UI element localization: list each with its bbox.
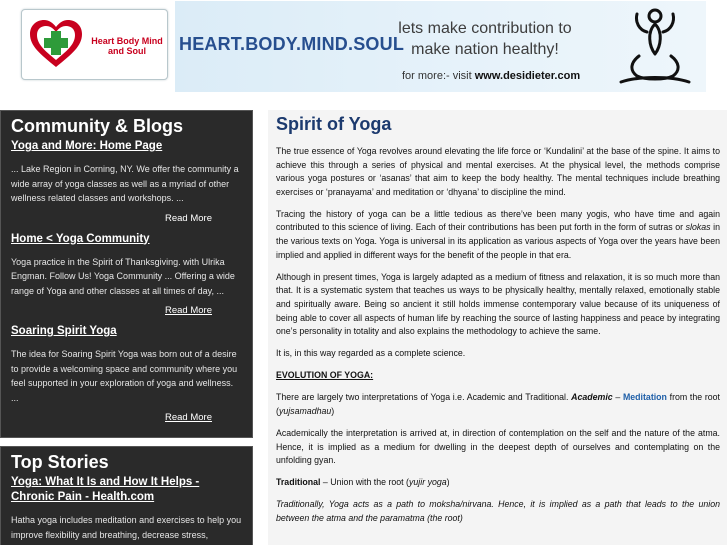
logo-text: Heart Body Mind and Soul [91, 36, 163, 56]
banner-site-link[interactable]: www.desidieter.com [474, 70, 581, 82]
community-item-title[interactable]: Soaring Spirit Yoga [11, 325, 117, 337]
text-run: There are largely two interpretations of Yoga i.e. Academic and Traditional. [276, 392, 572, 403]
community-item-desc: ... Lake Region in Corning, NY. We offer the community a wide array of yoga classes as well as a myriad of other wellness related classes and workshops. ... [11, 164, 239, 203]
text-run: – [612, 392, 623, 403]
text-run: from the root ( [276, 392, 720, 416]
story-item-desc: Hatha yoga includes meditation and exercises to help you improve flexibility and breathing, decrease stress, [11, 515, 242, 540]
article-paragraph [276, 391, 720, 418]
article-paragraph [276, 498, 720, 525]
story-item-title[interactable]: Yoga: What It Is and How It Helps - Chronic Pain - Health.com [11, 476, 200, 503]
banner-tagline [385, 18, 585, 60]
banner-tagline-line-2: make nation healthy! [411, 41, 559, 58]
emphasis-text: yujsamadhau [278, 406, 332, 416]
text-run: ) [446, 477, 450, 488]
community-item-desc: The idea for Soaring Spirit Yoga was born out of a desire to provide a welcoming space and community where you feel supported in your exploration of yoga and wellness. ... [11, 349, 238, 403]
read-more-link[interactable]: Read More [165, 305, 212, 316]
top-stories-heading: Top Stories [11, 452, 109, 472]
heart-cross-icon [28, 18, 84, 70]
emphasis-text: yujir yoga [409, 477, 447, 488]
banner-more-prefix: for more:- visit [402, 70, 472, 82]
text-run: ) [331, 406, 335, 416]
article-paragraph [276, 476, 720, 490]
community-blogs-block [0, 110, 253, 438]
emphasis-text: Academic [571, 392, 613, 403]
sidebar [0, 110, 253, 545]
banner-tagline-line-1: lets make contribution to [398, 20, 572, 37]
site-header [0, 0, 727, 98]
banner-title: HEART.BODY.MIND.SOUL [179, 34, 405, 54]
article-paragraph: The true essence of Yoga revolves around elevating the life force or ‘Kundalini’ at the base of the spine. It aims to achieve this through a series of physical and mental exercises. At the physical level, the methods comprise various yoga postures or ‘asanas’ that aim to keep the body healthy. The mental techniques include breathing exercises or ‘pranayama’ and meditation or ‘dhyana’ to discipline the mind. [276, 146, 720, 197]
read-more-link[interactable]: Read More [165, 212, 212, 224]
article-paragraph: It is, in this way regarded as a complete science. [276, 348, 466, 359]
site-logo[interactable] [21, 9, 168, 80]
community-item-desc: Yoga practice in the Spirit of Thanksgiving. with Ulrika Engman. Follow Us! Yoga Community ... Offering a wide range of Yoga and other classes at all times of day, ... [11, 256, 235, 296]
article-paragraph [276, 208, 720, 262]
main-content [268, 110, 727, 545]
article-paragraph: Although in present times, Yoga is largely adapted as a medium of fitness and relaxation, it is so much more than that. It is a systematic system that teaches us ways to be physically healthy, mentally relaxed, emotionally stable and spiritually aware. Being so ancient it still holds immense contemporary value because of its uniqueness of being able to cover all aspects of human life by reaching the source of lasting happiness and peace by integrating one’s personality in totality and also explains the methodology to achieve the same. [276, 271, 720, 337]
text-run: in the various texts on Yoga. Yoga is universal in its application as various aspects of Yoga over the years have been implied and applied in different ways for the benefit of the people in that era. [276, 222, 720, 260]
section-label: EVOLUTION OF YOGA: [276, 370, 374, 381]
community-item-title[interactable]: Home < Yoga Community [11, 232, 150, 245]
read-more-link[interactable]: Read More [165, 412, 212, 423]
emphasis-text: Traditionally, Yoga acts as a path to moksha/nirvana. Hence, it is implied as a path that leads to the union between the atma and the paramatma (the root) [276, 499, 720, 524]
community-heading: Community & Blogs [11, 116, 184, 136]
article-body [276, 145, 720, 534]
emphasis-text: slokas [685, 222, 711, 233]
community-item-title[interactable]: Yoga and More: Home Page [11, 140, 163, 152]
bold-text: Traditional [276, 477, 321, 488]
meditation-figure-icon [609, 6, 701, 90]
page-title: Spirit of Yoga [276, 114, 392, 134]
text-run: – Union with the root ( [320, 477, 409, 488]
article-paragraph: Academically the interpretation is arrived at, in direction of contemplation on the self and the nature of the atma. Hence, it is implied as a medium for dwelling in the deepest depth of ourselves and contemplating on the unfolding gyan. [276, 428, 720, 466]
banner-more-info [402, 70, 580, 82]
top-stories-block [0, 446, 253, 545]
header-banner[interactable] [175, 1, 706, 92]
meditation-link[interactable]: Meditation [622, 392, 667, 403]
text-run: Tracing the history of yoga can be a little tedious as there’ve been many yogis, who have time and again contributed to this science of living. Each of their contributions has been put forth in the form of sutras or [276, 208, 720, 233]
